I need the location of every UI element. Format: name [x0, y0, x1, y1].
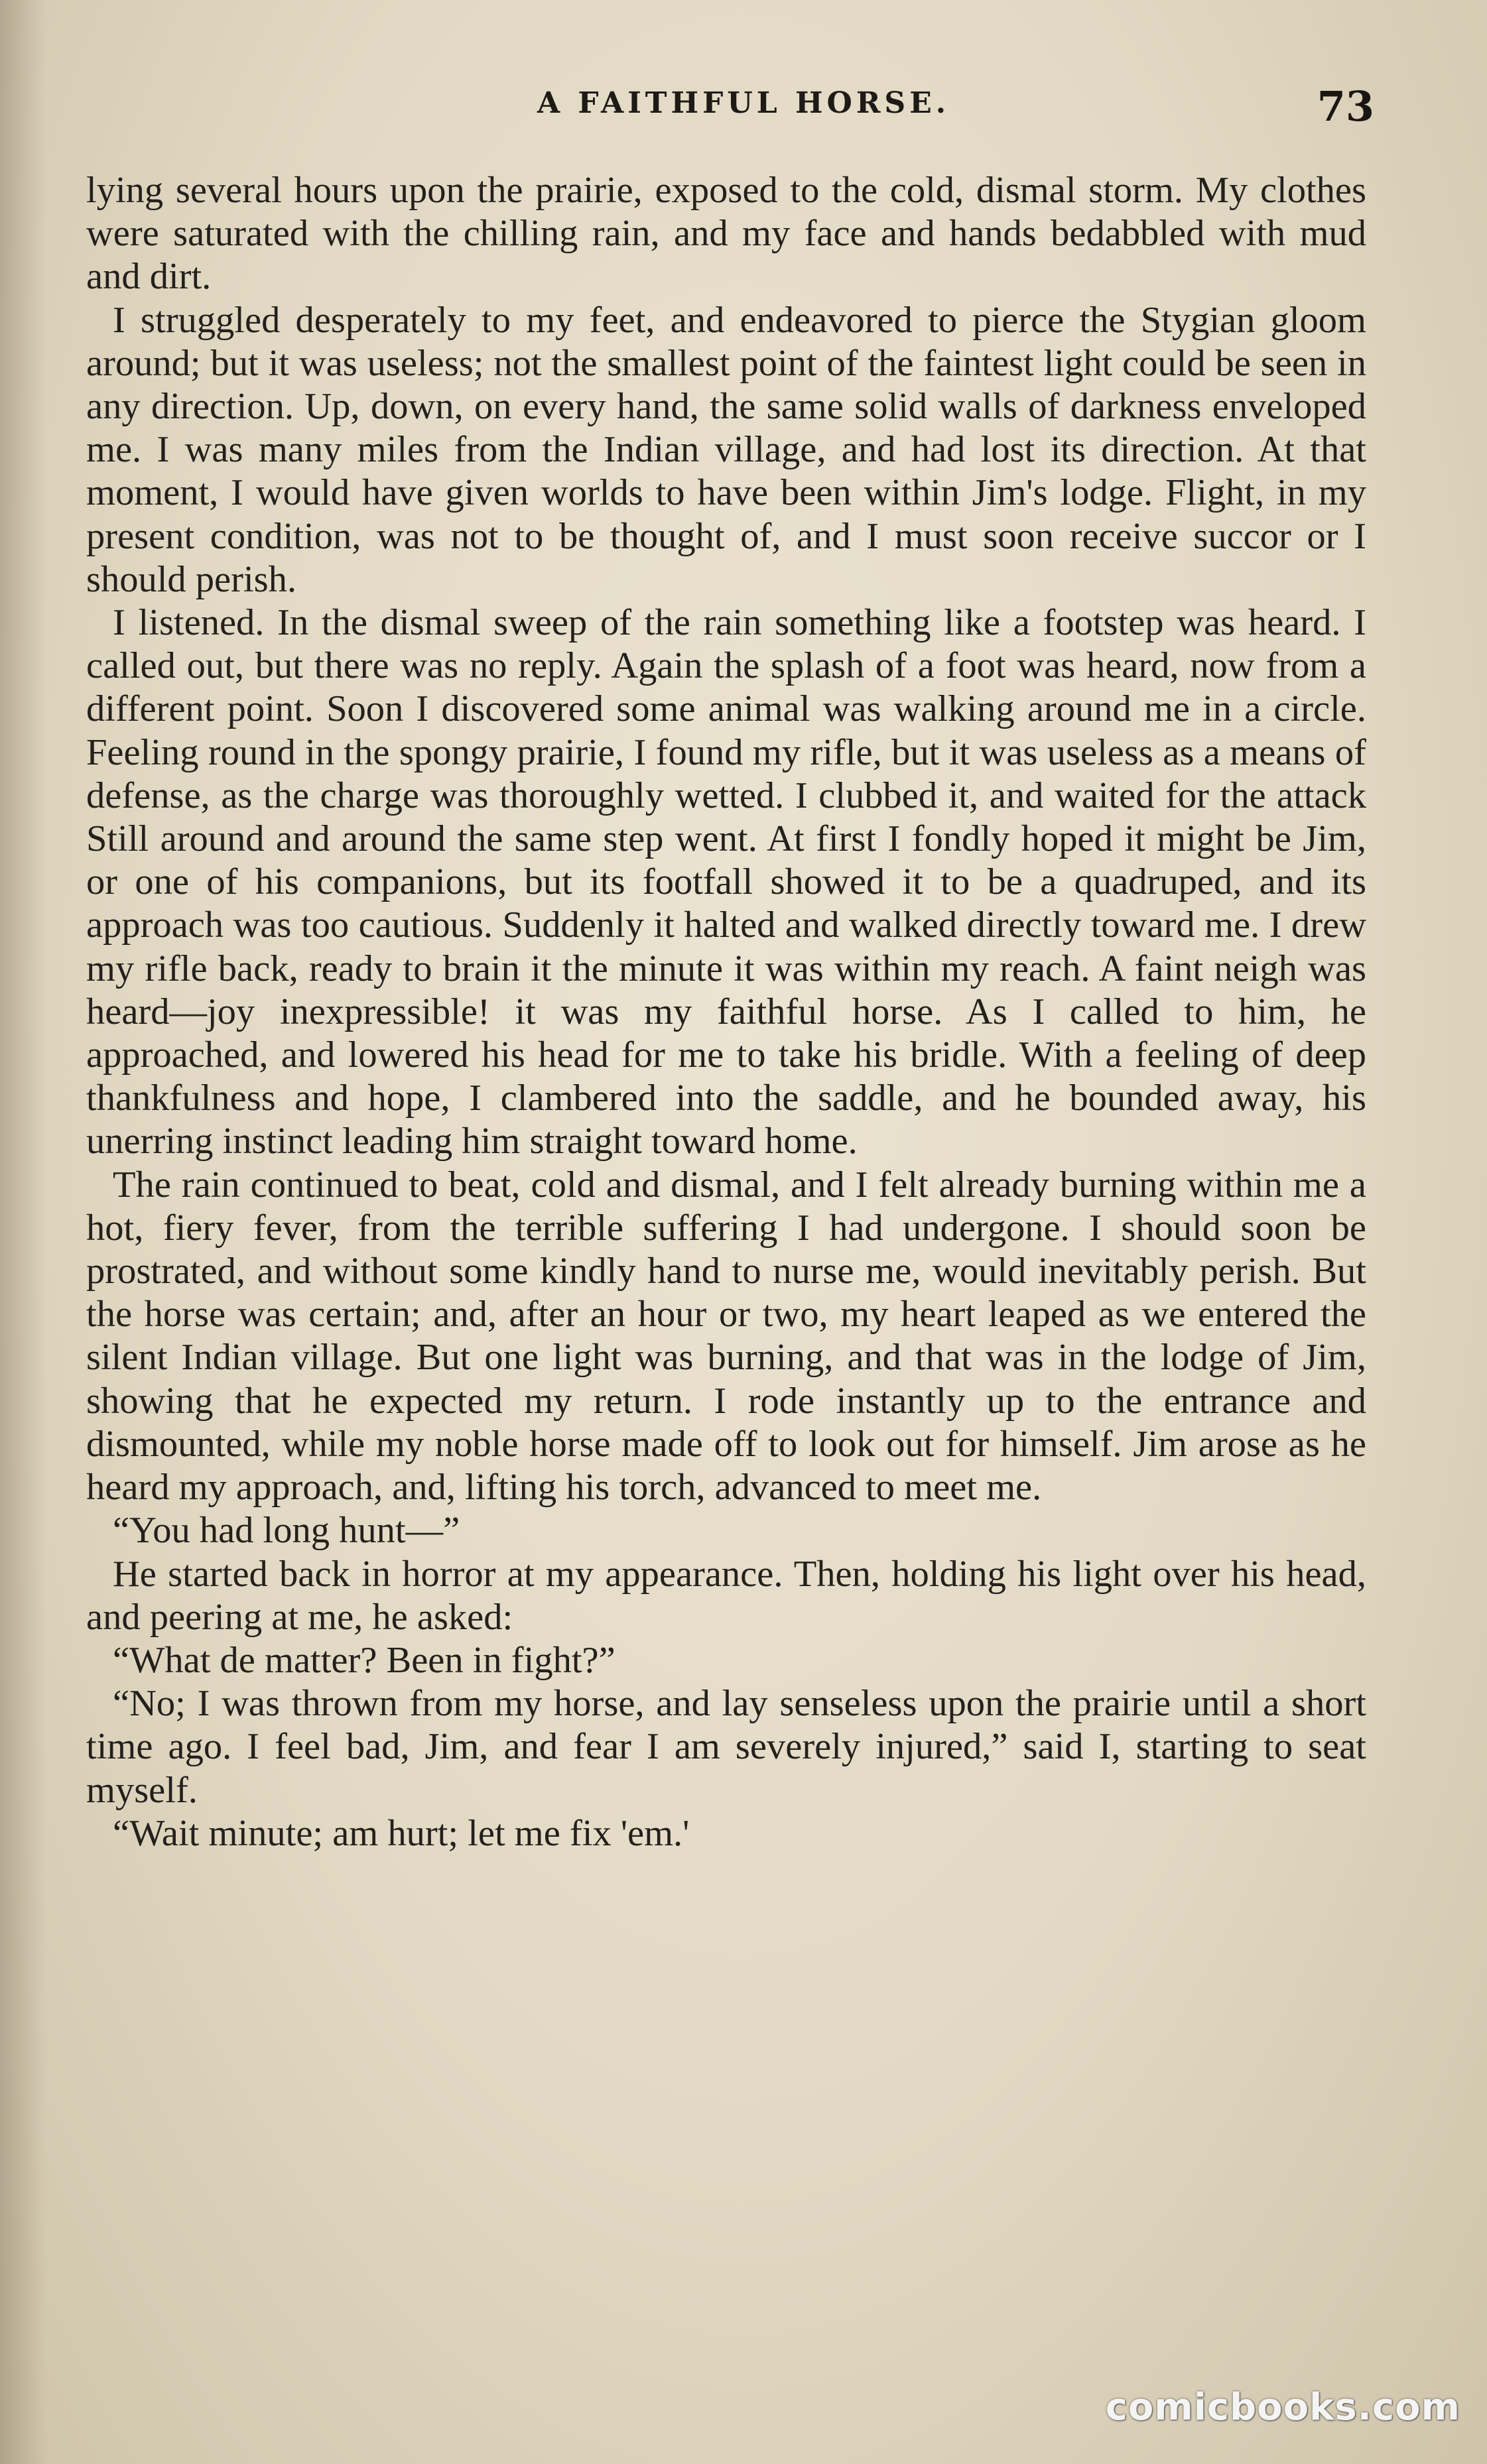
paragraph: lying several hours upon the prairie, exposed to the cold, dismal storm. My clothes were saturated with the chilling rain, and my face and hands bedabbled with mud and dirt.	[86, 170, 1366, 298]
paragraph: I listened. In the dismal sweep of the rain something like a footstep was heard. I called out, but there was no reply. Again the splash of a foot was heard, now from a different point. Soon I discovered some animal was walking around me in a circle. Feeling round in the spongy prairie, I found my rifle, but it was useless as a means of defense, as the charge was thoroughly wetted. I clubbed it, and waited for the attack Still around and around the same step went. At first I fondly hoped it might be Jim, or one of his companions, but its footfall showed it to be a quadruped, and its approach was too cautious. Suddenly it halted and walked directly toward me. I drew my rifle back, ready to brain it the minute it was within my reach. A faint neigh was heard—joy inexpressible! it was my faithful horse. As I called to him, he approached, and lowered his head for me to take his bridle. With a feeling of deep thankfulness and hope, I clambered into the saddle, and he bounded away, his unerring instinct leading him straight toward home.	[86, 602, 1366, 1162]
paragraph: The rain continued to beat, cold and dismal, and I felt already burning within me a hot, fiery fever, from the terrible suffering I had undergone. I should soon be prostrated, and without some kindly hand to nurse me, would inevitably perish. But the horse was certain; and, after an hour or two, my heart leaped as we entered the silent Indian village. But one light was burning, and that was in the lodge of Jim, showing that he expected my return. I rode instantly up to the entrance and dismounted, while my noble horse made off to look out for himself. Jim arose as he heard my approach, and, lifting his torch, advanced to meet me.	[86, 1164, 1366, 1509]
paragraph: He started back in horror at my appearance. Then, holding his light over his head, and peering at me, he asked:	[86, 1553, 1366, 1638]
watermark: comicbooks.com	[1105, 2386, 1460, 2429]
page-gutter-shadow	[0, 0, 46, 2464]
paragraph: “No; I was thrown from my horse, and lay senseless upon the prairie until a short time ago. I feel bad, Jim, and fear I am severely injured,” said I, starting to seat myself.	[86, 1683, 1366, 1811]
paragraph: I struggled desperately to my feet, and endeavored to pierce the Stygian gloom around; but it was useless; not the smallest point of the faintest light could be seen in any direction. Up, down, on every hand, the same solid walls of darkness enveloped me. I was many miles from the Indian village, and had lost its direction. At that moment, I would have given worlds to have been within Jim's lodge. Flight, in my present condition, was not to be thought of, and I must soon receive succor or I should perish.	[86, 299, 1366, 600]
page-number: 73	[1317, 82, 1374, 131]
paragraph: “You had long hunt—”	[113, 1510, 460, 1552]
body-text	[86, 169, 1366, 1855]
paragraph: “Wait minute; am hurt; let me fix 'em.'	[113, 1812, 690, 1854]
running-title: A FAITHFUL HORSE.	[537, 86, 950, 120]
running-header	[0, 82, 1487, 133]
paragraph: “What de matter? Been in fight?”	[113, 1639, 615, 1681]
